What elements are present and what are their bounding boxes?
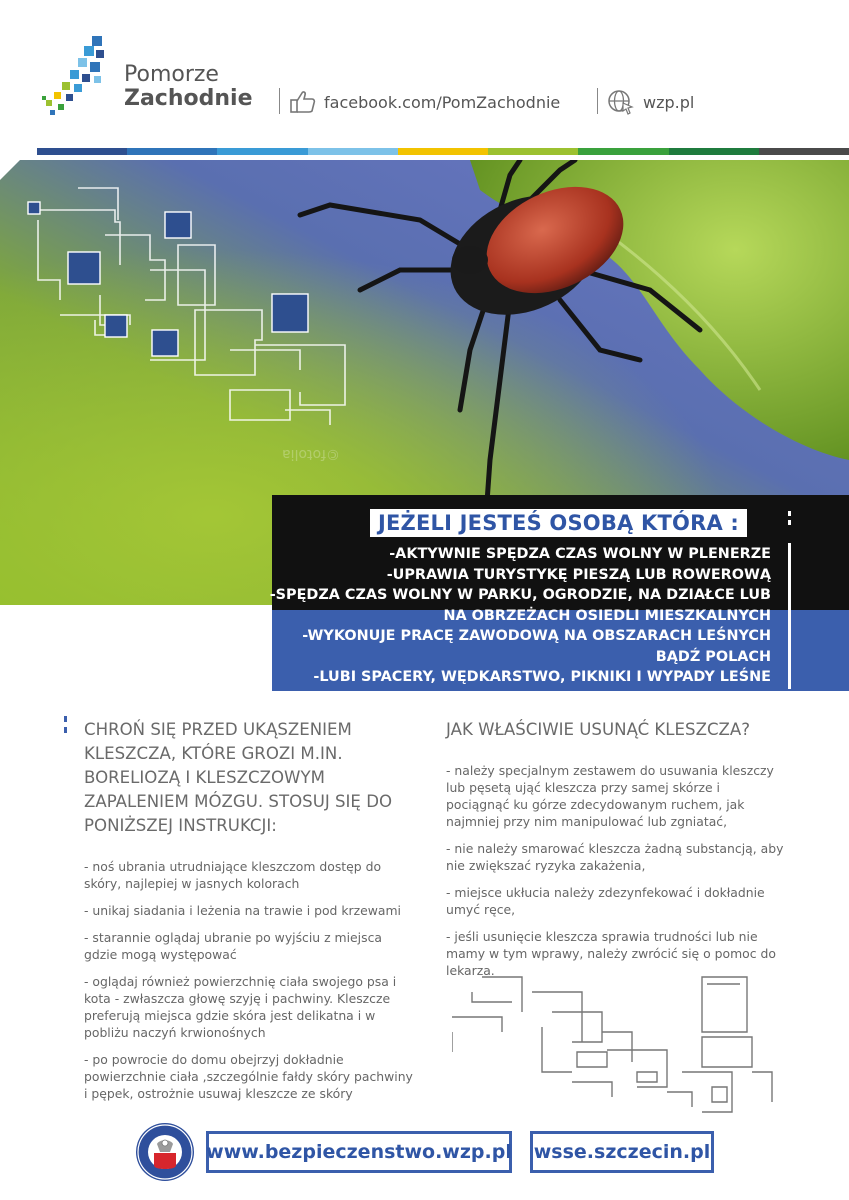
sanitary-inspection-seal-icon xyxy=(135,1122,195,1182)
protection-list xyxy=(84,858,416,1112)
url-text: www.bezpieczenstwo.wzp.pl xyxy=(206,1141,512,1163)
header-separator xyxy=(597,88,598,114)
callout-line: -AKTYWNIE SPĘDZA CZAS WOLNY W PLENERZE xyxy=(389,546,771,562)
logo-line-2: Zachodnie xyxy=(124,86,253,111)
logo-line-1: Pomorze xyxy=(124,62,219,87)
strip-segment xyxy=(308,148,398,155)
pomorze-zachodnie-logo xyxy=(40,36,260,126)
section-marker xyxy=(64,716,67,806)
callout-title: JEŻELI JESTEŚ OSOBĄ KTÓRA : xyxy=(370,509,747,537)
wsse-url-button[interactable] xyxy=(530,1131,714,1173)
list-item: - po powrocie do domu obejrzyj dokładnie powierzchnie ciała ,szczególnie fałdy skóry pachwiny i pępek, ostrożnie usuwaj kleszcze ze skóry xyxy=(84,1052,413,1101)
strip-segment xyxy=(669,148,759,155)
bezpieczenstwo-url-button[interactable] xyxy=(206,1131,512,1173)
strip-segment xyxy=(759,148,849,155)
globe-cursor-icon xyxy=(607,89,635,115)
thumbs-up-icon xyxy=(290,90,316,114)
target-audience-callout xyxy=(269,495,849,691)
website-url: wzp.pl xyxy=(643,92,695,112)
callout-line: -SPĘDZA CZAS WOLNY W PARKU, OGRODZIE, NA DZIAŁCE LUB xyxy=(269,587,771,603)
callout-lines xyxy=(270,544,771,688)
callout-line: -UPRAWIA TURYSTYKĘ PIESZĄ LUB ROWEROWĄ xyxy=(386,566,771,583)
header-separator xyxy=(279,88,280,114)
callout-line: NA OBRZEŻACH OSIEDLI MIESZKALNYCH xyxy=(443,607,771,624)
logo-mark-icon xyxy=(40,36,110,122)
facebook-url: facebook.com/PomZachodnie xyxy=(324,92,561,112)
list-item: - unikaj siadania i leżenia na trawie i pod krzewami xyxy=(84,903,402,918)
strip-segment xyxy=(488,148,578,155)
callout-line: -LUBI SPACERY, WĘDKARSTWO, PIKNIKI I WYPADY LEŚNE xyxy=(313,669,771,685)
removal-list xyxy=(446,762,786,989)
list-item: - nie należy smarować kleszcza żadną substancją, aby nie zwiększać ryzyka zakażenia, xyxy=(446,841,784,873)
strip-segment xyxy=(578,148,668,155)
list-item: - starannie oglądaj ubranie po wyjściu z miejsca gdzie mogą występować xyxy=(84,930,382,962)
color-strip xyxy=(37,148,849,155)
list-item: - jeśli usunięcie kleszcza sprawia trudności lub nie mamy w tym wprawy, należy zwrócić się o pomoc do lekarza. xyxy=(446,929,776,978)
protection-intro: CHROŃ SIĘ PRZED UKĄSZENIEM KLESZCZA, KTÓRE GROZI M.IN. BORELIOZĄ I KLESZCZOWYM ZAPALENIEM MÓZGU. STOSUJ SIĘ DO PONIŻSZEJ INSTRUKCJI: xyxy=(84,720,393,835)
removal-title: JAK WŁAŚCIWIE USUNĄĆ KLESZCZA? xyxy=(446,720,751,739)
strip-segment xyxy=(37,148,127,155)
callout-dots xyxy=(788,511,791,533)
list-item: - miejsce ukłucia należy zdezynfekować i dokładnie umyć ręce, xyxy=(446,885,765,917)
strip-segment xyxy=(127,148,217,155)
callout-bar xyxy=(788,543,791,689)
list-item: - należy specjalnym zestawem do usuwania kleszczy lub pęsetą ująć kleszcza przy samej skórze i pociągnąć ku górze zdecydowanym ruchem, jak najmniej przy nim manipulować lub zgniatać, xyxy=(446,763,774,829)
strip-segment xyxy=(398,148,488,155)
website-link[interactable] xyxy=(607,89,694,115)
list-item: - oglądaj również powierzchnię ciała swojego psa i kota - zwłaszcza głowę szyję i pachwiny. Kleszcze preferują miejsca gdzie skóra jest delikatna i w pobliżu naczyń krwionośnych xyxy=(84,974,397,1040)
callout-line: -WYKONUJE PRACĘ ZAWODOWĄ NA OBSZARACH LEŚNYCH xyxy=(302,628,771,644)
svg-text:©fotolia: ©fotolia xyxy=(282,446,340,462)
callout-line: BĄDŹ POLACH xyxy=(655,648,771,665)
url-text: wsse.szczecin.pl xyxy=(533,1141,711,1163)
protection-section xyxy=(84,718,424,858)
decorative-outline-pattern xyxy=(452,972,792,1122)
facebook-link[interactable] xyxy=(290,89,560,115)
list-item: - noś ubrania utrudniające kleszczom dostęp do skóry, najlepiej w jasnych kolorach xyxy=(84,859,382,891)
strip-segment xyxy=(217,148,307,155)
